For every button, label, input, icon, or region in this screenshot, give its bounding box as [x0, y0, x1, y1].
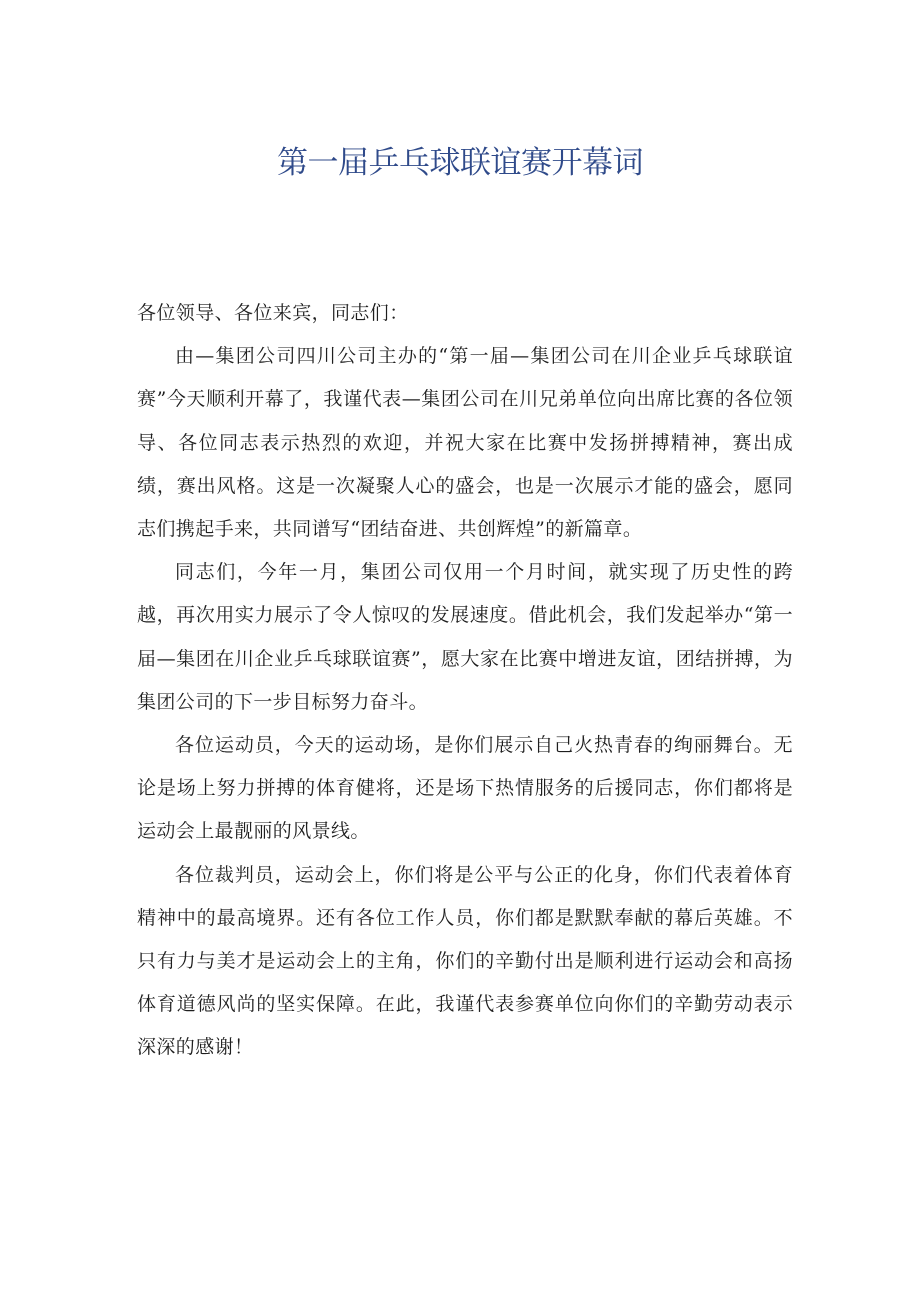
paragraph-1: 由—集团公司四川公司主办的“第一届—集团公司在川企业乒乓球联谊赛”今天顺利开幕了，我谨代表—集团公司在川兄弟单位向出席比赛的各位领导、各位同志表示热烈的欢迎，并祝大家在比赛中发扬拼搏精神，赛出成绩，赛出风格。这是一次凝聚人心的盛会，也是一次展示才能的盛会，愿同志们携起手来，共同谱写“团结奋进、共创辉煌”的新篇章。: [137, 345, 793, 541]
paragraph-3: 各位运动员，今天的运动场，是你们展示自己火热青春的绚丽舞台。无论是场上努力拼搏的体育健将，还是场下热情服务的后援同志，你们都将是运动会上最靓丽的风景线。: [137, 734, 793, 843]
salutation: 各位领导、各位来宾，同志们：: [137, 302, 409, 324]
document-body: [137, 292, 793, 1070]
paragraph-2: 同志们，今年一月，集团公司仅用一个月时间，就实现了历史性的跨越，再次用实力展示了令人惊叹的发展速度。借此机会，我们发起举办“第一届—集团在川企业乒乓球联谊赛”，愿大家在比赛中增进友谊，团结拼搏，为集团公司的下一步目标努力奋斗。: [137, 561, 793, 713]
paragraph-4: 各位裁判员，运动会上，你们将是公平与公正的化身，你们代表着体育精神中的最高境界。还有各位工作人员，你们都是默默奉献的幕后英雄。不只有力与美才是运动会上的主角，你们的辛勤付出是顺利进行运动会和高扬体育道德风尚的坚实保障。在此，我谨代表参赛单位向你们的辛勤劳动表示深深的感谢！: [137, 863, 793, 1059]
document-title: 第一届乒乓球联谊赛开幕词: [277, 145, 643, 181]
